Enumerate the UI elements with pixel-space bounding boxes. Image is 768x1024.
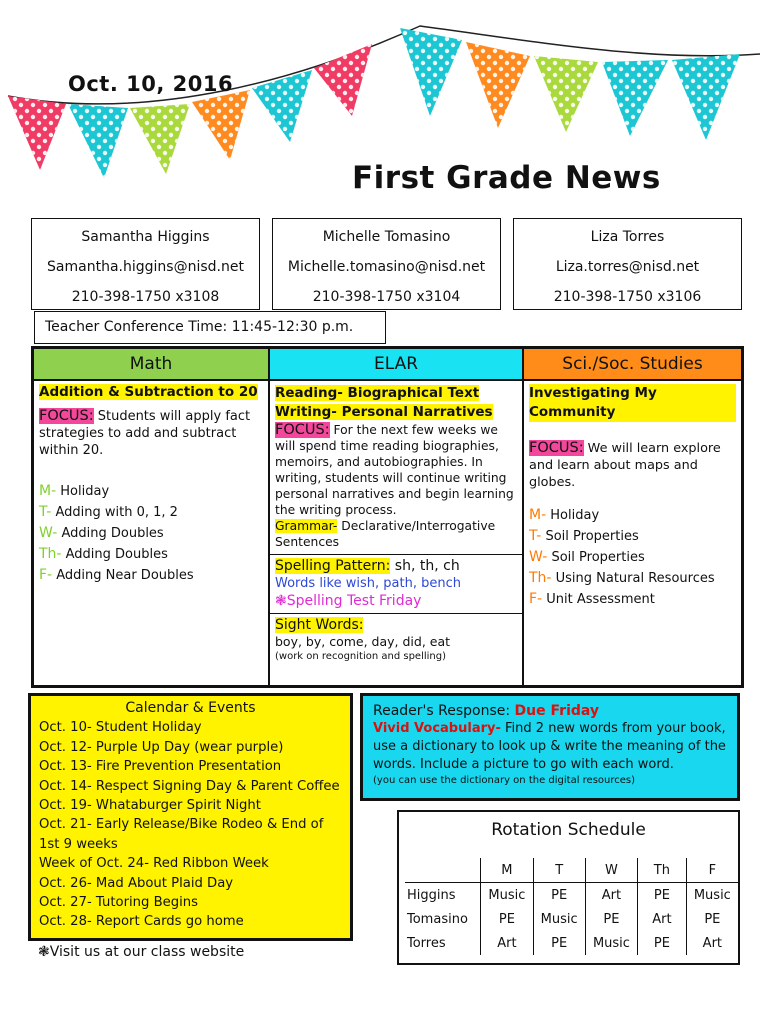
elar-topic-writing: Writing- Personal Narratives bbox=[275, 404, 493, 420]
pennant-dots bbox=[252, 70, 312, 142]
day-label: W- bbox=[39, 525, 58, 541]
dictionary-note: (you can use the dictionary on the digital resources) bbox=[373, 775, 636, 786]
special-cell: PE bbox=[686, 907, 738, 931]
day-label: Th- bbox=[529, 570, 552, 586]
day-label: M- bbox=[529, 507, 547, 523]
event-item: Week of Oct. 24- Red Ribbon Week bbox=[39, 856, 269, 872]
day-label: T- bbox=[39, 504, 52, 520]
math-focus-text: Students will apply fact strategies to add and subtract within 20. bbox=[39, 409, 251, 458]
special-cell: Art bbox=[585, 883, 637, 908]
newsletter-date: Oct. 10, 2016 bbox=[68, 72, 234, 96]
day-activity: Holiday bbox=[56, 484, 110, 499]
elar-header: ELAR bbox=[270, 349, 522, 381]
sight-words-section bbox=[270, 613, 522, 666]
table-row bbox=[405, 907, 738, 931]
week-plan-row bbox=[529, 505, 736, 526]
week-plan-row bbox=[39, 502, 263, 523]
due-label: Due Friday bbox=[514, 703, 600, 719]
grammar-text: Declarative/Interrogative Sentences bbox=[275, 519, 496, 549]
week-plan-row bbox=[39, 544, 263, 565]
teacher-email[interactable]: Liza.torres@nisd.net bbox=[555, 259, 700, 275]
day-activity: Using Natural Resources bbox=[551, 571, 715, 586]
elar-focus bbox=[275, 422, 517, 518]
teacher-name: Liza Torres bbox=[590, 229, 665, 245]
week-plan-row bbox=[529, 547, 736, 568]
event-item: Oct. 27- Tutoring Begins bbox=[39, 895, 198, 911]
conference-time: Teacher Conference Time: 11:45-12:30 p.m. bbox=[34, 311, 386, 344]
day-header: F bbox=[686, 858, 738, 883]
event-item: Oct. 19- Whataburger Spirit Night bbox=[39, 798, 261, 814]
teacher-email[interactable]: Michelle.tomasino@nisd.net bbox=[287, 259, 486, 275]
sci-column bbox=[524, 349, 741, 685]
pennant-dots bbox=[400, 28, 462, 116]
day-label: M- bbox=[39, 483, 57, 499]
day-label: T- bbox=[529, 528, 542, 544]
pennant-dots bbox=[534, 56, 598, 132]
sci-focus bbox=[529, 440, 736, 491]
event-item: Oct. 21- Early Release/Bike Rodeo & End of 1st 9 weeks bbox=[39, 817, 324, 852]
elar-topic-reading: Reading- Biographical Text bbox=[275, 385, 480, 401]
math-column bbox=[34, 349, 270, 685]
teacher-name: Michelle Tomasino bbox=[322, 229, 451, 245]
table-header-row bbox=[405, 858, 738, 883]
sci-focus-text: We will learn explore and learn about maps and globes. bbox=[529, 441, 721, 490]
math-topic: Addition & Subtraction to 20 bbox=[39, 384, 258, 400]
rotation-schedule bbox=[397, 810, 740, 965]
special-cell: PE bbox=[638, 931, 687, 955]
focus-label: FOCUS: bbox=[39, 408, 94, 424]
math-header: Math bbox=[34, 349, 268, 381]
teacher-email[interactable]: Samantha.higgins@nisd.net bbox=[47, 259, 244, 275]
event-item: Oct. 13- Fire Prevention Presentation bbox=[39, 759, 282, 775]
teacher-phone: 210-398-1750 x3108 bbox=[71, 289, 220, 305]
teacher-card-tomasino bbox=[272, 218, 501, 310]
day-activity: Soil Properties bbox=[547, 550, 645, 565]
special-cell: PE bbox=[638, 883, 687, 908]
special-cell: PE bbox=[533, 883, 585, 908]
special-cell: Art bbox=[638, 907, 687, 931]
week-plan-row bbox=[39, 481, 263, 502]
grammar-label: Grammar- bbox=[275, 519, 338, 533]
special-cell: Music bbox=[533, 907, 585, 931]
day-label: W- bbox=[529, 549, 548, 565]
spelling-section bbox=[270, 554, 522, 613]
special-cell: PE bbox=[585, 907, 637, 931]
teacher-phone: 210-398-1750 x3106 bbox=[553, 289, 702, 305]
pennant-dots bbox=[8, 96, 66, 170]
subject-grid bbox=[31, 346, 744, 688]
day-activity: Holiday bbox=[546, 508, 600, 523]
pennant-dots bbox=[602, 60, 668, 136]
sight-words: boy, by, come, day, did, eat bbox=[275, 634, 451, 649]
special-cell: Music bbox=[686, 883, 738, 908]
spelling-words: Words like wish, path, bench bbox=[275, 576, 461, 591]
table-row bbox=[405, 931, 738, 955]
day-activity: Adding with 0, 1, 2 bbox=[51, 505, 178, 520]
spelling-text: sh, th, ch bbox=[390, 558, 460, 574]
sight-note: (work on recognition and spelling) bbox=[275, 651, 446, 662]
day-label: F- bbox=[39, 567, 53, 583]
teacher-cell: Higgins bbox=[407, 887, 456, 903]
elar-focus-text: For the next few weeks we will spend time reading biographies, memoirs, and autobiographies. In writing, students will continue writing personal narratives and begin learning the writing process. bbox=[275, 423, 514, 517]
sci-header: Sci./Soc. Studies bbox=[524, 349, 741, 381]
rotation-table bbox=[405, 858, 738, 955]
pennant-dots bbox=[130, 104, 190, 174]
elar-grammar bbox=[275, 518, 517, 550]
day-activity: Adding Doubles bbox=[61, 547, 168, 562]
teacher-cell: Torres bbox=[407, 935, 446, 951]
table-row bbox=[405, 883, 738, 908]
day-label: Th- bbox=[39, 546, 62, 562]
day-activity: Unit Assessment bbox=[542, 592, 655, 607]
calendar-events bbox=[28, 693, 353, 941]
rotation-title: Rotation Schedule bbox=[491, 820, 646, 840]
class-website-link[interactable]: ❃Visit us at our class website bbox=[38, 944, 245, 960]
event-item: Oct. 26- Mad About Plaid Day bbox=[39, 875, 234, 891]
newsletter-title: First Grade News bbox=[352, 160, 661, 196]
event-item: Oct. 28- Report Cards go home bbox=[39, 914, 244, 930]
pennant-dots bbox=[68, 104, 128, 178]
teacher-phone: 210-398-1750 x3104 bbox=[312, 289, 461, 305]
special-cell: Music bbox=[481, 883, 533, 908]
readers-response-label: Reader's Response: bbox=[373, 703, 515, 719]
special-cell: Art bbox=[481, 931, 533, 955]
week-plan-row bbox=[529, 589, 736, 610]
day-label: F- bbox=[529, 591, 543, 607]
vocab-text: Find 2 new words from your book, use a dictionary to look up & write the meaning of the words. Include a picture to go with each word. bbox=[373, 721, 726, 772]
week-plan-row bbox=[529, 568, 736, 589]
focus-label: FOCUS: bbox=[275, 422, 330, 438]
sci-topic: Investigating My Community bbox=[529, 384, 736, 422]
elar-column bbox=[270, 349, 524, 685]
teacher-card-torres bbox=[513, 218, 742, 310]
pennant-dots bbox=[466, 42, 530, 128]
day-activity: Soil Properties bbox=[541, 529, 639, 544]
sci-week-plan bbox=[529, 505, 736, 610]
special-cell: PE bbox=[481, 907, 533, 931]
special-cell: Art bbox=[686, 931, 738, 955]
week-plan-row bbox=[39, 565, 263, 586]
math-week-plan bbox=[39, 481, 263, 586]
event-item: Oct. 10- Student Holiday bbox=[39, 720, 202, 736]
week-plan-row bbox=[529, 526, 736, 547]
day-header: W bbox=[585, 858, 637, 883]
teacher-card-higgins bbox=[31, 218, 260, 310]
event-item: Oct. 12- Purple Up Day (wear purple) bbox=[39, 739, 284, 755]
pennant-dots bbox=[672, 54, 740, 140]
sight-label: Sight Words: bbox=[275, 617, 364, 633]
math-focus bbox=[39, 408, 263, 459]
readers-response bbox=[360, 693, 740, 801]
pennant-dots bbox=[192, 90, 250, 160]
spelling-test: ❃Spelling Test Friday bbox=[275, 593, 422, 609]
focus-label: FOCUS: bbox=[529, 440, 584, 456]
day-header: Th bbox=[638, 858, 687, 883]
day-header: M bbox=[481, 858, 533, 883]
event-item: Oct. 14- Respect Signing Day & Parent Coffee bbox=[39, 778, 340, 794]
teacher-name: Samantha Higgins bbox=[81, 229, 210, 245]
teacher-cell: Tomasino bbox=[407, 911, 468, 927]
special-cell: Music bbox=[585, 931, 637, 955]
day-activity: Adding Near Doubles bbox=[52, 568, 194, 583]
spelling-label: Spelling Pattern: bbox=[275, 558, 391, 574]
calendar-title: Calendar & Events bbox=[125, 700, 256, 716]
vocab-label: Vivid Vocabulary- bbox=[373, 721, 501, 736]
pennant-dots bbox=[314, 44, 372, 116]
special-cell: PE bbox=[533, 931, 585, 955]
event-list bbox=[39, 718, 342, 931]
week-plan-row bbox=[39, 523, 263, 544]
day-header: T bbox=[533, 858, 585, 883]
day-activity: Adding Doubles bbox=[57, 526, 164, 541]
